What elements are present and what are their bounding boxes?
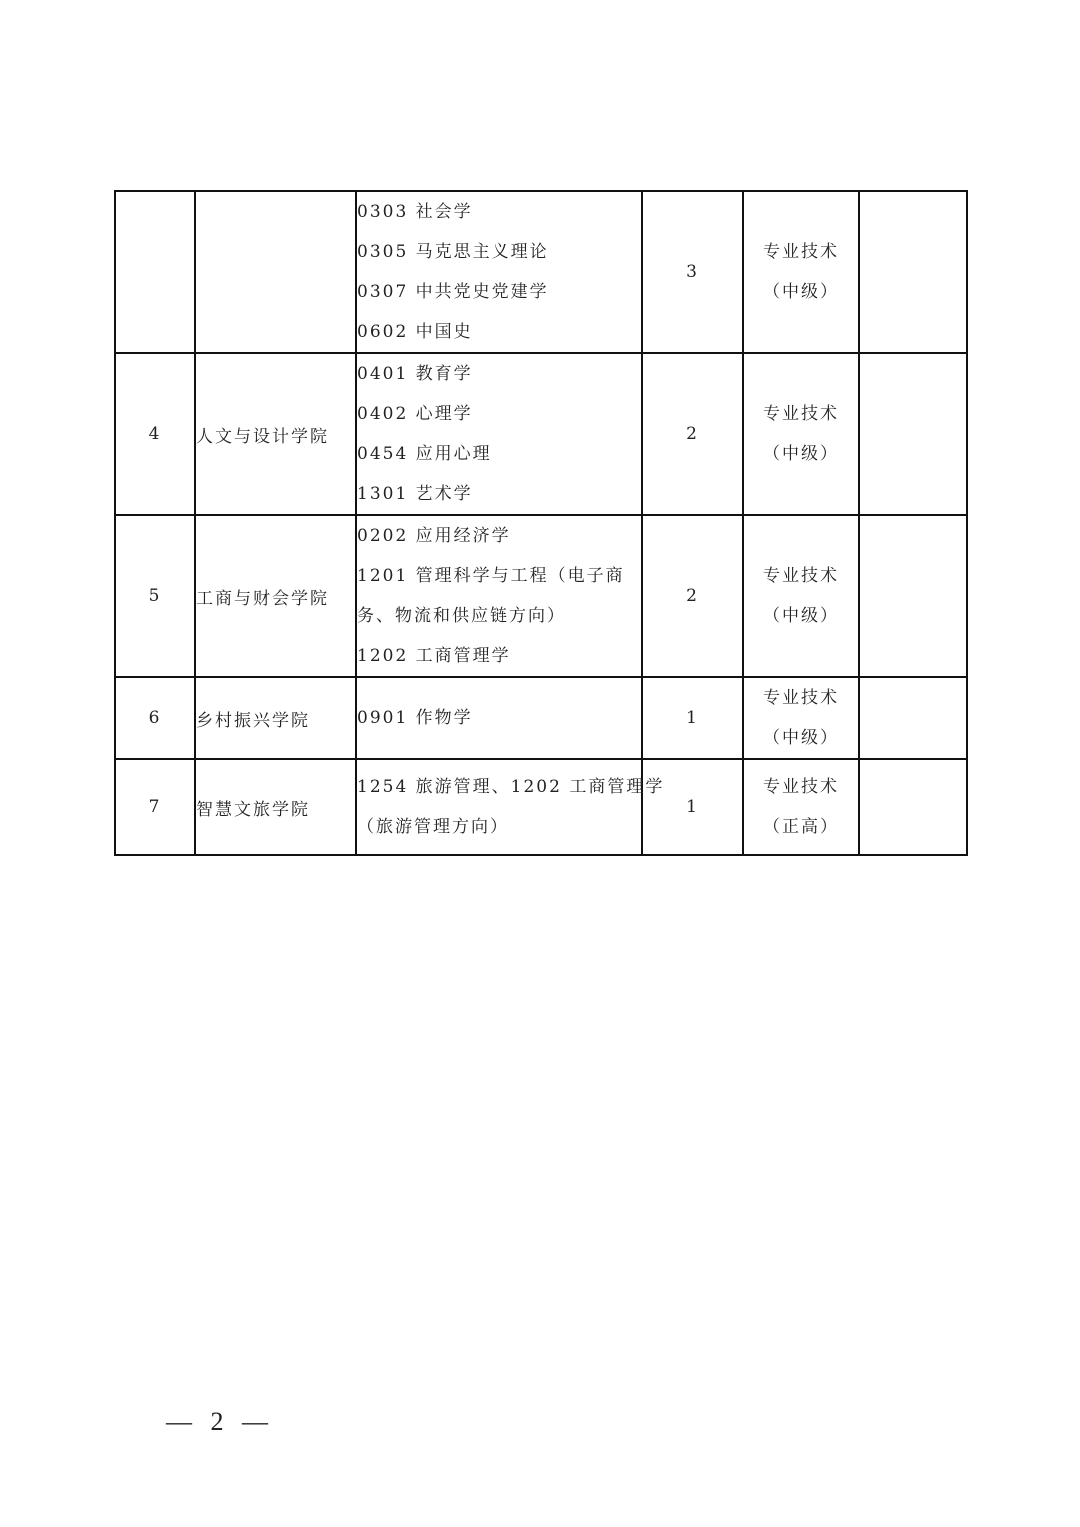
major-line: 务、物流和供应链方向） bbox=[357, 606, 566, 626]
post-level: （中级） bbox=[763, 728, 839, 748]
row-number: 5 bbox=[115, 515, 195, 677]
majors-cell bbox=[356, 191, 642, 353]
note-cell bbox=[859, 191, 967, 353]
note-cell bbox=[859, 759, 967, 855]
post-category: 专业技术 bbox=[763, 688, 839, 708]
position-count: 2 bbox=[642, 353, 743, 515]
majors-cell bbox=[356, 677, 642, 759]
table-row bbox=[115, 191, 967, 353]
majors-cell bbox=[356, 515, 642, 677]
post-type-cell bbox=[743, 759, 859, 855]
post-type-cell bbox=[743, 515, 859, 677]
major-line: 0305 马克思主义理论 bbox=[357, 242, 549, 262]
row-number bbox=[115, 191, 195, 353]
table-row bbox=[115, 759, 967, 855]
page-number: — 2 — bbox=[166, 1407, 274, 1436]
college-name: 人文与设计学院 bbox=[195, 353, 356, 515]
major-line: 1202 工商管理学 bbox=[357, 646, 511, 666]
row-number: 4 bbox=[115, 353, 195, 515]
major-line: 0401 教育学 bbox=[357, 364, 473, 384]
post-level: （中级） bbox=[763, 444, 839, 464]
table-row bbox=[115, 515, 967, 677]
major-line: 0307 中共党史党建学 bbox=[357, 282, 549, 302]
position-count: 1 bbox=[642, 759, 743, 855]
post-type-cell bbox=[743, 353, 859, 515]
post-type-cell bbox=[743, 191, 859, 353]
post-category: 专业技术 bbox=[763, 566, 839, 586]
table-row bbox=[115, 677, 967, 759]
row-number: 7 bbox=[115, 759, 195, 855]
college-name: 智慧文旅学院 bbox=[195, 759, 356, 855]
post-type-cell bbox=[743, 677, 859, 759]
post-category: 专业技术 bbox=[763, 404, 839, 424]
table-row bbox=[115, 353, 967, 515]
position-count: 2 bbox=[642, 515, 743, 677]
major-line: 1201 管理科学与工程（电子商 bbox=[357, 566, 625, 586]
position-count: 1 bbox=[642, 677, 743, 759]
major-line: 0202 应用经济学 bbox=[357, 526, 511, 546]
note-cell bbox=[859, 515, 967, 677]
major-line: 0602 中国史 bbox=[357, 322, 473, 342]
college-name bbox=[195, 191, 356, 353]
post-level: （正高） bbox=[763, 817, 839, 837]
major-line: 0303 社会学 bbox=[357, 202, 473, 222]
recruitment-table bbox=[114, 190, 968, 856]
post-level: （中级） bbox=[763, 282, 839, 302]
post-category: 专业技术 bbox=[763, 777, 839, 797]
major-line: 0454 应用心理 bbox=[357, 444, 492, 464]
college-name: 乡村振兴学院 bbox=[195, 677, 356, 759]
note-cell bbox=[859, 353, 967, 515]
major-line: 0402 心理学 bbox=[357, 404, 473, 424]
note-cell bbox=[859, 677, 967, 759]
major-line: 0901 作物学 bbox=[357, 708, 473, 728]
majors-cell bbox=[356, 353, 642, 515]
post-category: 专业技术 bbox=[763, 242, 839, 262]
major-line: 1254 旅游管理、1202 工商管理学 bbox=[357, 777, 665, 797]
post-level: （中级） bbox=[763, 606, 839, 626]
position-count: 3 bbox=[642, 191, 743, 353]
major-line: （旅游管理方向） bbox=[357, 817, 509, 837]
row-number: 6 bbox=[115, 677, 195, 759]
major-line: 1301 艺术学 bbox=[357, 484, 473, 504]
college-name: 工商与财会学院 bbox=[195, 515, 356, 677]
majors-cell bbox=[356, 759, 665, 855]
